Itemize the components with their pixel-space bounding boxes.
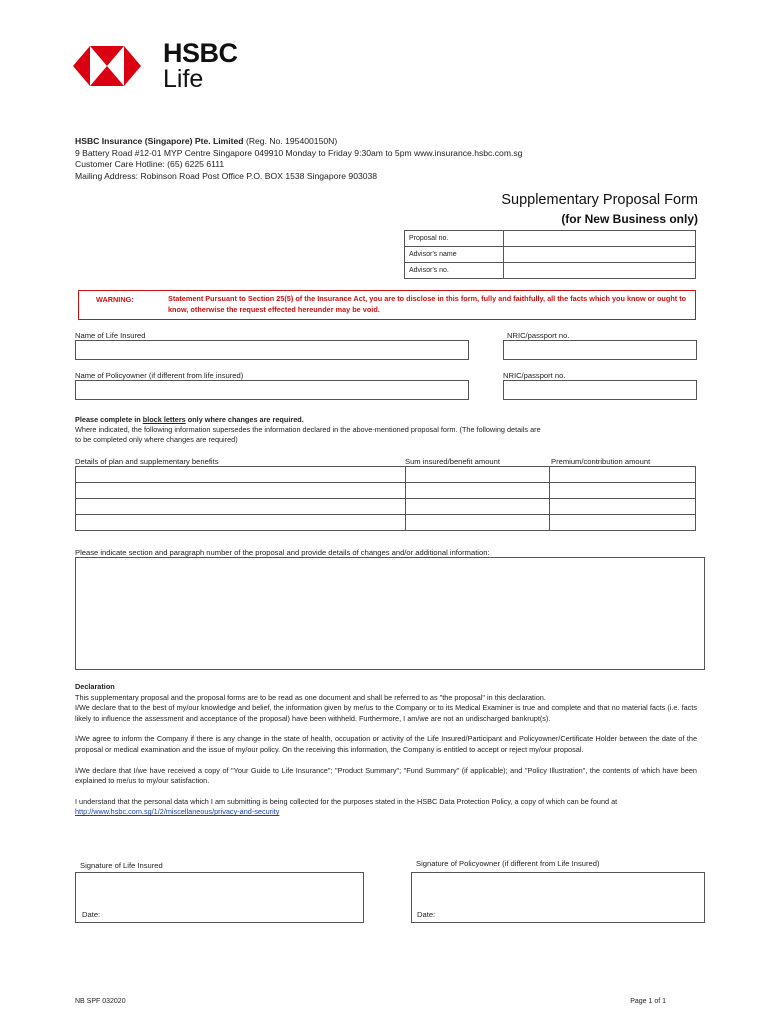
date1-label: Date:: [82, 910, 101, 919]
changes-label: Please indicate section and paragraph number of the proposal and provide details of changes and/or additional information:: [75, 548, 490, 557]
proposal-no-field[interactable]: [504, 231, 696, 247]
advisor-name-field[interactable]: [504, 247, 696, 263]
premium-cell[interactable]: [550, 515, 696, 531]
declaration-p5: I understand that the personal data which I am submitting is being collected for the purposes stated in the HSBC Data Protection Policy, a copy of which can be found at: [75, 796, 618, 806]
table-row: [76, 499, 696, 515]
policyowner-label: Name of Policyowner (if different from life insured): [75, 371, 244, 380]
nric2-label: NRIC/passport no.: [503, 371, 566, 380]
declaration-p1: This supplementary proposal and the proposal forms are to be read as one document and shall be referred to as "the proposal" in this declaration.: [75, 692, 546, 702]
sum-cell[interactable]: [406, 499, 550, 515]
changes-textarea[interactable]: [75, 557, 705, 670]
plan-cell[interactable]: [76, 467, 406, 483]
table-row: [405, 231, 696, 247]
declaration-title: Declaration: [75, 682, 115, 691]
instructions-suffix: only where changes are required.: [185, 415, 304, 424]
premium-cell[interactable]: [550, 483, 696, 499]
instructions-heading: [75, 415, 545, 425]
nric1-input[interactable]: [503, 340, 697, 360]
privacy-link[interactable]: http://www.hsbc.com.sg/1/2/miscellaneous/privacy-and-security: [75, 807, 280, 817]
table-row: [405, 263, 696, 279]
form-title: Supplementary Proposal Form: [501, 192, 698, 208]
form-subtitle: (for New Business only): [561, 212, 698, 226]
plan-table: [75, 466, 696, 531]
table-row: [76, 483, 696, 499]
instructions-detail: Where indicated, the following information supersedes the information declared in the above-mentioned proposal form. (The following details are to be completed only where changes are required): [75, 425, 541, 444]
logo-brand-text: HSBC: [163, 38, 238, 68]
warning-box: [78, 290, 696, 320]
nric1-label: NRIC/passport no.: [507, 331, 570, 340]
company-reg: (Reg. No. 195400150N): [245, 136, 338, 146]
footer-code: NB SPF 032020: [75, 998, 126, 1005]
plan-cell[interactable]: [76, 483, 406, 499]
premium-cell[interactable]: [550, 467, 696, 483]
declaration-p4: I/We declare that I/we have received a copy of "Your Guide to Life Insurance"; "Product Summary"; "Fund Summary" (if applicable); and "Policy Illustration", the contents of which have been explained to me/us to my/our satisfaction.: [75, 765, 697, 786]
table-row: [76, 467, 696, 483]
declaration-p3: I/We agree to inform the Company if there is any change in the state of health, occupation or activity of the Life Insured/Participant and Policyowner/Certificate Holder between the date of the proposal or medical examination and the issue of my/our policy. On the receiving this information, the Company is entitled to accept or reject my/our proposal.: [75, 734, 697, 754]
signature-policyowner-box[interactable]: [411, 872, 705, 923]
plan-cell[interactable]: [76, 515, 406, 531]
hsbc-logo: [73, 40, 248, 92]
company-name: HSBC Insurance (Singapore) Pte. Limited: [75, 136, 244, 146]
proposal-no-label: Proposal no.: [405, 231, 504, 247]
declaration-p2: I/We declare that to the best of my/our knowledge and belief, the information given by me/us to the Company or to its Medical Examiner is true and complete and that no material facts (i.e. facts likely to influence the assessment and acceptance of the proposal) have been withheld. Furthermore, I am/we are not an undischarged bankrupt(s).: [75, 703, 697, 723]
policyowner-input[interactable]: [75, 380, 469, 400]
footer-page: Page 1 of 1: [630, 998, 666, 1005]
company-mailing: Mailing Address: Robinson Road Post Office P.O. BOX 1538 Singapore 903038: [75, 170, 378, 181]
advisor-no-field[interactable]: [504, 263, 696, 279]
advisor-no-label: Advisor's no.: [405, 263, 504, 279]
warning-text: Statement Pursuant to Section 25(5) of the Insurance Act, you are to disclose in this form, fully and faithfully, all the facts which you know or ought to know, otherwise the request effected hereunder may be void.: [168, 294, 687, 314]
sum-cell[interactable]: [406, 515, 550, 531]
instructions-prefix: Please complete in: [75, 415, 143, 424]
proposal-info-table: [404, 230, 696, 279]
table-row: [405, 247, 696, 263]
table-row: [76, 515, 696, 531]
logo-sub-text: Life: [163, 65, 204, 93]
signature-policyowner-label: Signature of Policyowner (if different from Life Insured): [416, 859, 600, 868]
warning-label: WARNING:: [96, 295, 134, 304]
company-block: [75, 136, 635, 182]
advisor-name-label: Advisor's name: [405, 247, 504, 263]
plan-header-1: Details of plan and supplementary benefits: [75, 457, 219, 466]
declaration-block: [75, 682, 697, 818]
sum-cell[interactable]: [406, 483, 550, 499]
plan-header-3: Premium/contribution amount: [551, 457, 651, 466]
plan-header-2: Sum insured/benefit amount: [405, 457, 500, 466]
signature-life-insured-label: Signature of Life Insured: [80, 861, 163, 870]
instructions-block-letters: block letters: [142, 415, 186, 424]
company-address: 9 Battery Road #12-01 MYP Centre Singapore 049910 Monday to Friday 9:30am to 5pm www.insurance.hsbc.com.sg: [75, 147, 523, 158]
instructions-block: [75, 415, 545, 445]
date2-label: Date:: [417, 910, 436, 919]
life-insured-label: Name of Life Insured: [75, 331, 146, 340]
nric2-input[interactable]: [503, 380, 697, 400]
company-hotline: Customer Care Hotline: (65) 6225 6111: [75, 159, 225, 170]
sum-cell[interactable]: [406, 467, 550, 483]
company-name-line: [75, 136, 635, 148]
plan-cell[interactable]: [76, 499, 406, 515]
premium-cell[interactable]: [550, 499, 696, 515]
signature-life-insured-box[interactable]: [75, 872, 364, 923]
life-insured-input[interactable]: [75, 340, 469, 360]
hsbc-hexagon-icon: [73, 46, 141, 86]
